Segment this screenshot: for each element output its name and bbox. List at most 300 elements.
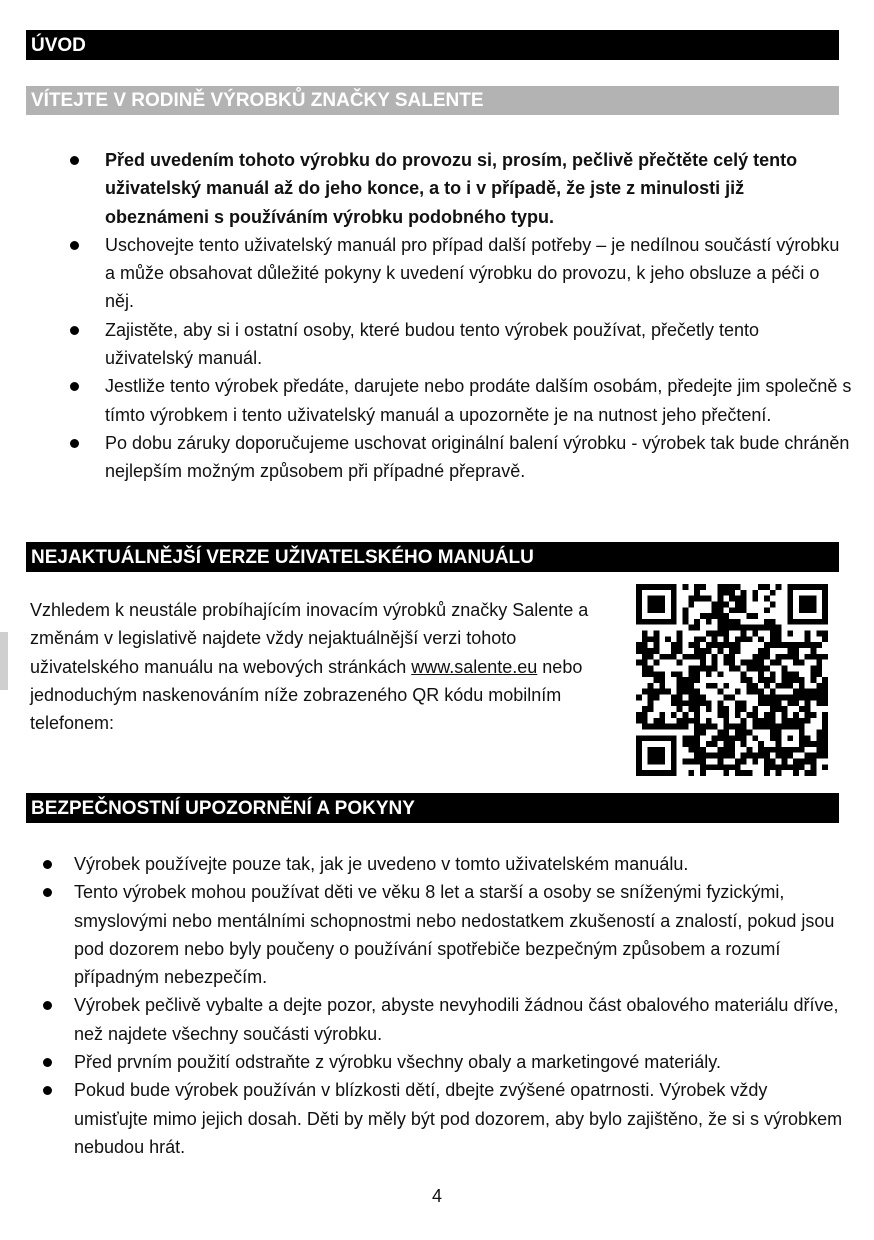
qr-module [770, 631, 776, 637]
qr-module [717, 706, 723, 712]
qr-module [729, 642, 735, 648]
qr-module [758, 648, 764, 654]
qr-module [659, 601, 665, 607]
qr-module [683, 741, 689, 747]
qr-module [659, 671, 665, 677]
qr-module [729, 665, 735, 671]
qr-module [735, 689, 741, 695]
qr-code-icon[interactable] [636, 584, 828, 776]
qr-module [770, 677, 776, 683]
qr-module [752, 735, 758, 741]
qr-module [700, 596, 706, 602]
qr-module [717, 735, 723, 741]
qr-module [706, 613, 712, 619]
manual-text-part1: Vzhledem k neustále probíhajícím inovacím výrobků značky Salente a změnám v legislativě najdete vždy nejaktuálnější verzi tohoto uživatelského manuálu na webových stránkách [30, 600, 589, 677]
qr-module [770, 764, 776, 770]
qr-module [694, 654, 700, 660]
qr-module [723, 735, 729, 741]
qr-module [781, 712, 787, 718]
qr-module [741, 636, 747, 642]
qr-module [712, 683, 718, 689]
qr-module [712, 753, 718, 759]
qr-module [694, 642, 700, 648]
qr-module [723, 584, 729, 590]
qr-module [787, 700, 793, 706]
bullet-icon [70, 241, 79, 250]
qr-module [787, 724, 793, 730]
qr-module [694, 695, 700, 701]
qr-module [677, 660, 683, 666]
qr-module [735, 764, 741, 770]
qr-module [659, 689, 665, 695]
qr-module [799, 660, 805, 666]
qr-module [648, 671, 654, 677]
qr-module [741, 631, 747, 637]
qr-module [723, 764, 729, 770]
qr-module [735, 619, 741, 625]
qr-module [717, 671, 723, 677]
qr-module [677, 631, 683, 637]
website-link[interactable]: www.salente.eu [411, 656, 538, 677]
qr-module [688, 735, 694, 741]
qr-module [741, 753, 747, 759]
list-item-text: Před uvedením tohoto výrobku do provozu si, prosím, pečlivě přečtěte celý tento uživatelský manuál až do jeho konce, a to i v případě, že jste z minulosti již obeznámeni s používáním výrobku podobného typu. [105, 150, 798, 227]
qr-module [671, 601, 677, 607]
qr-module [653, 753, 659, 759]
qr-module [665, 584, 671, 590]
section-title-safety: BEZPEČNOSTNÍ UPOZORNĚNÍ A POKYNY [26, 793, 839, 823]
qr-module [822, 735, 828, 741]
qr-module [723, 718, 729, 724]
qr-module [723, 770, 729, 776]
qr-module [653, 607, 659, 613]
qr-module [770, 689, 776, 695]
qr-module [747, 613, 753, 619]
qr-module [671, 619, 677, 625]
qr-module [688, 665, 694, 671]
qr-module [706, 706, 712, 712]
qr-module [688, 625, 694, 631]
qr-module [665, 654, 671, 660]
qr-module [653, 689, 659, 695]
qr-module [787, 671, 793, 677]
qr-module [688, 700, 694, 706]
qr-module [799, 601, 805, 607]
qr-module [735, 596, 741, 602]
qr-module [776, 654, 782, 660]
list-item [36, 991, 846, 1048]
qr-module [677, 683, 683, 689]
qr-module [781, 677, 787, 683]
qr-module [636, 584, 642, 590]
qr-module [741, 759, 747, 765]
qr-module [811, 677, 817, 683]
qr-module [805, 741, 811, 747]
qr-module [706, 764, 712, 770]
qr-module [683, 735, 689, 741]
list-item [66, 231, 852, 316]
qr-module [688, 695, 694, 701]
qr-module [653, 636, 659, 642]
qr-module [694, 648, 700, 654]
qr-module [770, 636, 776, 642]
qr-module [747, 683, 753, 689]
intro-list [66, 146, 852, 486]
qr-module [805, 619, 811, 625]
qr-module [764, 642, 770, 648]
list-item [36, 878, 846, 991]
qr-module [764, 700, 770, 706]
qr-module [653, 648, 659, 654]
qr-module [712, 660, 718, 666]
qr-module [752, 631, 758, 637]
qr-module [816, 584, 822, 590]
qr-module [735, 712, 741, 718]
qr-module [735, 636, 741, 642]
qr-module [793, 764, 799, 770]
qr-module [717, 601, 723, 607]
bullet-icon [70, 156, 79, 165]
qr-module [653, 770, 659, 776]
qr-module [636, 735, 642, 741]
qr-module [811, 665, 817, 671]
qr-module [636, 660, 642, 666]
qr-module [677, 636, 683, 642]
qr-module [770, 619, 776, 625]
qr-module [776, 741, 782, 747]
qr-module [636, 770, 642, 776]
qr-module [723, 729, 729, 735]
qr-module [741, 596, 747, 602]
qr-module [805, 642, 811, 648]
qr-module [776, 729, 782, 735]
qr-module [799, 584, 805, 590]
qr-module [688, 759, 694, 765]
qr-module [793, 700, 799, 706]
qr-module [671, 590, 677, 596]
qr-module [729, 741, 735, 747]
qr-module [793, 770, 799, 776]
qr-module [706, 741, 712, 747]
qr-module [752, 683, 758, 689]
list-item [66, 316, 852, 373]
qr-module [811, 741, 817, 747]
qr-module [764, 654, 770, 660]
qr-module [665, 735, 671, 741]
qr-module [758, 677, 764, 683]
qr-module [758, 625, 764, 631]
qr-module [717, 631, 723, 637]
qr-module [677, 671, 683, 677]
qr-module [741, 729, 747, 735]
qr-module [752, 625, 758, 631]
qr-module [781, 642, 787, 648]
qr-module [822, 596, 828, 602]
list-item [66, 372, 852, 429]
list-item [66, 146, 852, 231]
qr-module [805, 689, 811, 695]
qr-module [741, 741, 747, 747]
list-item-text: Před prvním použití odstraňte z výrobku všechny obaly a marketingové materiály. [74, 1052, 721, 1073]
qr-module [659, 596, 665, 602]
list-item [36, 1076, 846, 1161]
qr-module [671, 764, 677, 770]
qr-module [729, 764, 735, 770]
qr-module [636, 759, 642, 765]
qr-module [799, 724, 805, 730]
qr-module [735, 648, 741, 654]
qr-module [799, 677, 805, 683]
qr-module [636, 718, 642, 724]
qr-module [799, 619, 805, 625]
qr-module [822, 700, 828, 706]
qr-module [787, 584, 793, 590]
qr-module [642, 584, 648, 590]
qr-module [787, 654, 793, 660]
qr-module [735, 770, 741, 776]
qr-module [659, 718, 665, 724]
qr-module [636, 712, 642, 718]
qr-module [787, 764, 793, 770]
qr-module [805, 700, 811, 706]
qr-module [805, 759, 811, 765]
qr-module [805, 706, 811, 712]
qr-module [770, 695, 776, 701]
qr-module [723, 724, 729, 730]
qr-module [752, 753, 758, 759]
qr-module [758, 584, 764, 590]
qr-module [694, 706, 700, 712]
list-item-text: Pokud bude výrobek používán v blízkosti dětí, dbejte zvýšené opatrnosti. Výrobek vždy umisťujte mimo jejich dosah. Děti by měly být pod dozorem, aby bylo zajištěno, že si s výrobkem nebudou hrát. [74, 1080, 843, 1157]
qr-module [694, 753, 700, 759]
qr-module [811, 770, 817, 776]
bullet-icon [43, 860, 52, 869]
qr-module [793, 584, 799, 590]
qr-module [747, 660, 753, 666]
qr-module [723, 625, 729, 631]
qr-module [712, 741, 718, 747]
qr-module [683, 654, 689, 660]
qr-module [752, 759, 758, 765]
qr-module [723, 741, 729, 747]
qr-module [747, 636, 753, 642]
safety-list [36, 850, 846, 1161]
qr-module [741, 700, 747, 706]
qr-module [665, 619, 671, 625]
qr-module [688, 747, 694, 753]
qr-module [776, 753, 782, 759]
qr-module [799, 735, 805, 741]
qr-module [770, 759, 776, 765]
qr-module [735, 735, 741, 741]
qr-module [717, 584, 723, 590]
qr-module [799, 764, 805, 770]
qr-module [822, 753, 828, 759]
qr-module [805, 735, 811, 741]
qr-module [729, 735, 735, 741]
qr-module [659, 759, 665, 765]
qr-module [723, 619, 729, 625]
qr-module [776, 724, 782, 730]
list-item-text: Uschovejte tento uživatelský manuál pro případ další potřeby – je nedílnou součástí výrobku a může obsahovat důležité pokyny k uvedení výrobku do provozu, k jeho obsluze a péči o něj. [105, 234, 840, 312]
qr-module [776, 642, 782, 648]
qr-module [752, 689, 758, 695]
qr-module [822, 613, 828, 619]
qr-module [793, 619, 799, 625]
qr-module [811, 654, 817, 660]
qr-module [758, 671, 764, 677]
qr-module [700, 648, 706, 654]
qr-module [717, 689, 723, 695]
qr-module [642, 636, 648, 642]
qr-module [717, 590, 723, 596]
qr-module [671, 724, 677, 730]
qr-module [799, 642, 805, 648]
qr-module [677, 695, 683, 701]
qr-module [735, 729, 741, 735]
qr-module [653, 724, 659, 730]
section-title-intro: ÚVOD [26, 30, 839, 60]
qr-module [758, 747, 764, 753]
qr-module [822, 689, 828, 695]
qr-module [636, 619, 642, 625]
qr-module [723, 683, 729, 689]
qr-module [677, 718, 683, 724]
qr-module [671, 759, 677, 765]
qr-module [653, 660, 659, 666]
qr-module [822, 729, 828, 735]
qr-module [822, 636, 828, 642]
qr-module [770, 590, 776, 596]
qr-module [822, 695, 828, 701]
qr-module [700, 613, 706, 619]
qr-module [747, 729, 753, 735]
qr-module [729, 695, 735, 701]
qr-module [659, 677, 665, 683]
qr-module [764, 625, 770, 631]
qr-module [648, 770, 654, 776]
qr-module [671, 607, 677, 613]
qr-module [642, 671, 648, 677]
qr-module [712, 724, 718, 730]
qr-module [712, 642, 718, 648]
qr-module [723, 601, 729, 607]
qr-module [729, 660, 735, 666]
qr-module [694, 700, 700, 706]
qr-module [822, 590, 828, 596]
qr-module [764, 665, 770, 671]
qr-module [811, 671, 817, 677]
qr-module [729, 596, 735, 602]
qr-module [776, 747, 782, 753]
qr-module [717, 596, 723, 602]
qr-module [741, 735, 747, 741]
qr-module [747, 625, 753, 631]
qr-module [747, 770, 753, 776]
qr-module [811, 648, 817, 654]
qr-module [799, 689, 805, 695]
qr-module [758, 695, 764, 701]
qr-module [648, 607, 654, 613]
qr-module [671, 741, 677, 747]
qr-module [712, 764, 718, 770]
qr-module [776, 636, 782, 642]
qr-module [770, 724, 776, 730]
bullet-icon [43, 1001, 52, 1010]
qr-module [712, 631, 718, 637]
qr-module [700, 729, 706, 735]
qr-module [700, 695, 706, 701]
qr-module [642, 654, 648, 660]
qr-module [706, 631, 712, 637]
qr-module [653, 718, 659, 724]
qr-module [659, 770, 665, 776]
qr-module [793, 689, 799, 695]
qr-module [717, 753, 723, 759]
qr-module [741, 607, 747, 613]
qr-module [816, 695, 822, 701]
qr-module [787, 642, 793, 648]
qr-module [741, 770, 747, 776]
qr-module [758, 724, 764, 730]
bullet-icon [70, 439, 79, 448]
qr-module [822, 764, 828, 770]
qr-module [752, 596, 758, 602]
qr-module [688, 741, 694, 747]
qr-module [671, 700, 677, 706]
qr-module [717, 747, 723, 753]
qr-module [700, 764, 706, 770]
qr-module [659, 584, 665, 590]
qr-module [735, 724, 741, 730]
qr-module [700, 770, 706, 776]
qr-module [642, 770, 648, 776]
qr-module [747, 665, 753, 671]
qr-module [712, 601, 718, 607]
qr-module [793, 718, 799, 724]
qr-module [816, 660, 822, 666]
bullet-icon [70, 382, 79, 391]
qr-module [822, 601, 828, 607]
qr-module [770, 601, 776, 607]
qr-module [659, 607, 665, 613]
qr-module [683, 712, 689, 718]
qr-module [741, 625, 747, 631]
qr-module [712, 735, 718, 741]
qr-module [642, 718, 648, 724]
qr-module [822, 584, 828, 590]
qr-module [648, 683, 654, 689]
qr-module [671, 747, 677, 753]
qr-module [653, 584, 659, 590]
qr-module [642, 665, 648, 671]
qr-module [642, 642, 648, 648]
qr-module [758, 689, 764, 695]
qr-module [700, 665, 706, 671]
qr-module [781, 665, 787, 671]
qr-module [688, 596, 694, 602]
qr-module [781, 764, 787, 770]
qr-module [781, 671, 787, 677]
qr-module [764, 753, 770, 759]
qr-module [648, 759, 654, 765]
qr-module [648, 584, 654, 590]
qr-module [822, 712, 828, 718]
qr-module [694, 718, 700, 724]
qr-module [700, 654, 706, 660]
qr-module [723, 747, 729, 753]
qr-module [811, 607, 817, 613]
